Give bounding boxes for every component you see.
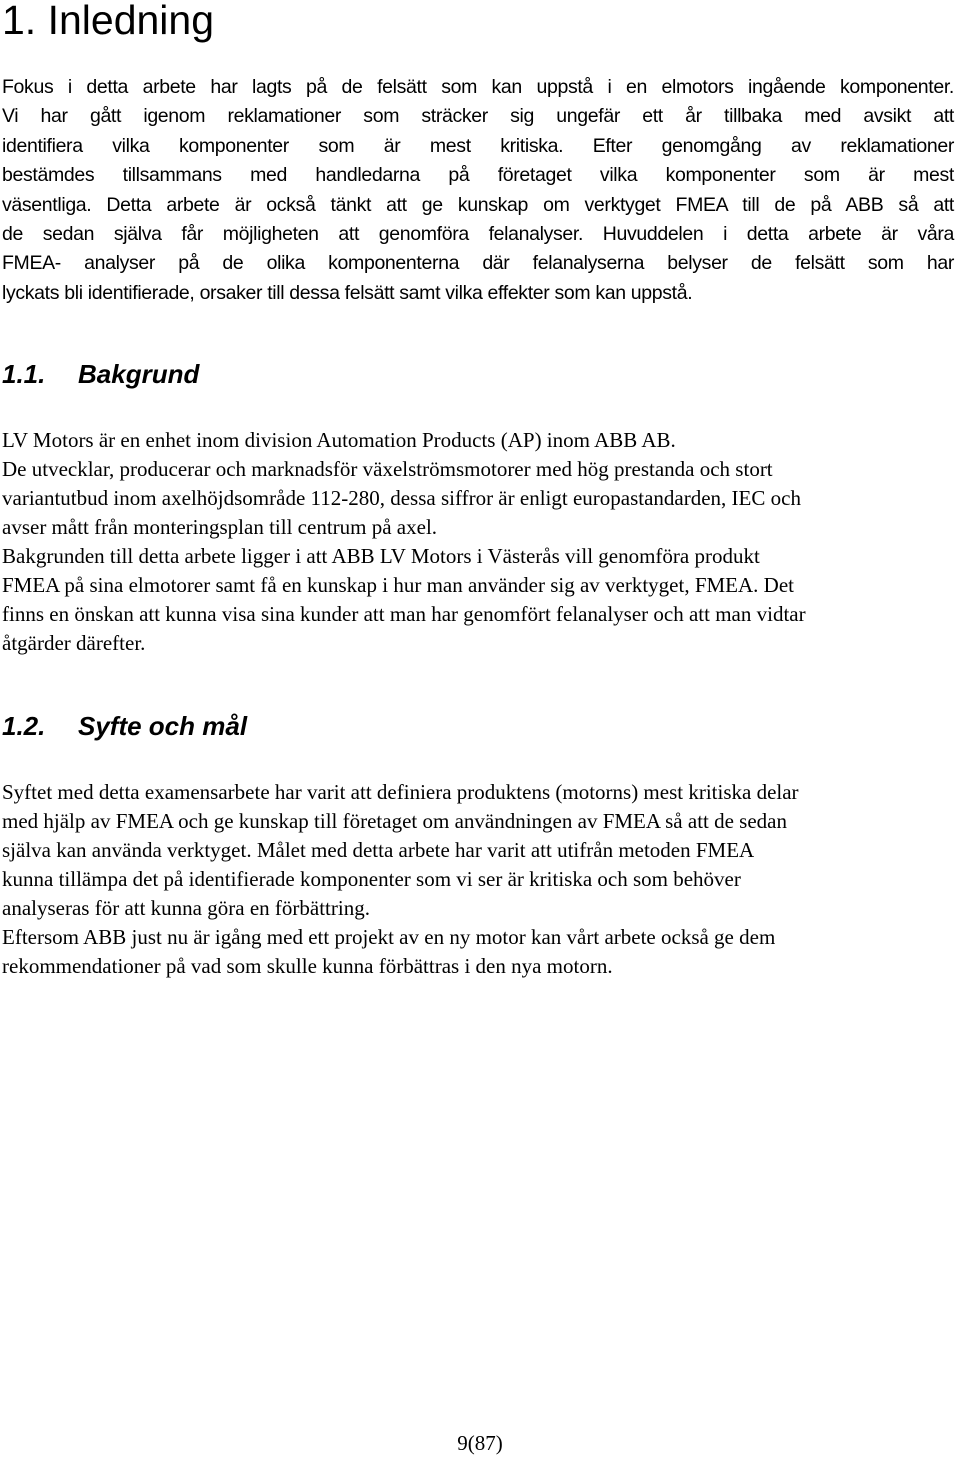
paragraph-line: avser mått från monteringsplan till centrum på axel.	[2, 515, 438, 539]
paragraph-line: analyseras för att kunna göra en förbättring.	[2, 896, 370, 920]
page-number: 9(87)	[457, 1431, 503, 1455]
paragraph-line: identifiera vilka komponenter som är mest kritiska. Efter genomgång av reklamationer	[2, 134, 954, 157]
section-number: 1.1.	[2, 359, 46, 389]
chapter-title: 1. Inledning	[2, 0, 215, 43]
paragraph-line: variantutbud inom axelhöjdsområde 112-280, dessa siffror är enligt europastandarden, IEC och	[2, 486, 801, 510]
section-title: Syfte och mål	[78, 711, 248, 741]
paragraph-line: LV Motors är en enhet inom division Automation Products (AP) inom ABB AB.	[2, 428, 676, 452]
section-heading-syfte	[2, 710, 247, 742]
paragraph-line: Fokus i detta arbete har lagts på de felsätt som kan uppstå i en elmotors ingående komponenter.	[2, 76, 954, 98]
paragraph-line: de sedan själva får möjligheten att genomföra felanalyser. Huvuddelen i detta arbete är våra	[2, 223, 954, 246]
section-number: 1.2.	[2, 711, 46, 741]
paragraph-line: själva kan använda verktyget. Målet med detta arbete har varit att utifrån metoden FMEA	[2, 838, 755, 862]
paragraph-line: kunna tillämpa det på identifierade komponenter som vi ser är kritiska och som behöver	[2, 867, 741, 891]
paragraph-line: lyckats bli identifierade, orsaker till dessa felsätt samt vilka effekter som kan uppstå.	[2, 281, 693, 304]
paragraph-line: Vi har gått igenom reklamationer som sträcker sig ungefär ett år tillbaka med avsikt att	[2, 105, 954, 128]
paragraph-line: finns en önskan att kunna visa sina kunder att man har genomfört felanalyser och att man vidtar	[2, 602, 806, 626]
bakgrund-paragraph	[2, 426, 954, 658]
syfte-paragraph	[2, 778, 954, 981]
paragraph-line: FMEA på sina elmotorer samt få en kunskap i hur man använder sig av verktyget, FMEA. Det	[2, 573, 794, 597]
paragraph-line: Eftersom ABB just nu är igång med ett projekt av en ny motor kan vårt arbete också ge dem	[2, 925, 776, 949]
paragraph-line: Bakgrunden till detta arbete ligger i att ABB LV Motors i Västerås vill genomföra produkt	[2, 544, 760, 568]
paragraph-line: väsentliga. Detta arbete är också tänkt att ge kunskap om verktyget FMEA till de på ABB så att	[2, 193, 954, 216]
paragraph-line: åtgärder därefter.	[2, 631, 146, 655]
paragraph-line: bestämdes tillsammans med handledarna på företaget vilka komponenter som är mest	[2, 164, 954, 187]
paragraph-line: Syftet med detta examensarbete har varit att definiera produktens (motorns) mest kritiska delar	[2, 780, 799, 804]
paragraph-line: De utvecklar, producerar och marknadsför växelströmsmotorer med hög prestanda och stort	[2, 457, 773, 481]
paragraph-line: rekommendationer på vad som skulle kunna förbättras i den nya motorn.	[2, 954, 613, 978]
section-title: Bakgrund	[78, 359, 200, 389]
section-heading-bakgrund	[2, 358, 199, 390]
paragraph-line: med hjälp av FMEA och ge kunskap till företaget om användningen av FMEA så att de sedan	[2, 809, 787, 833]
intro-paragraph	[2, 73, 954, 308]
paragraph-line: FMEA- analyser på de olika komponenterna där felanalyserna belyser de felsätt som har	[2, 252, 954, 275]
